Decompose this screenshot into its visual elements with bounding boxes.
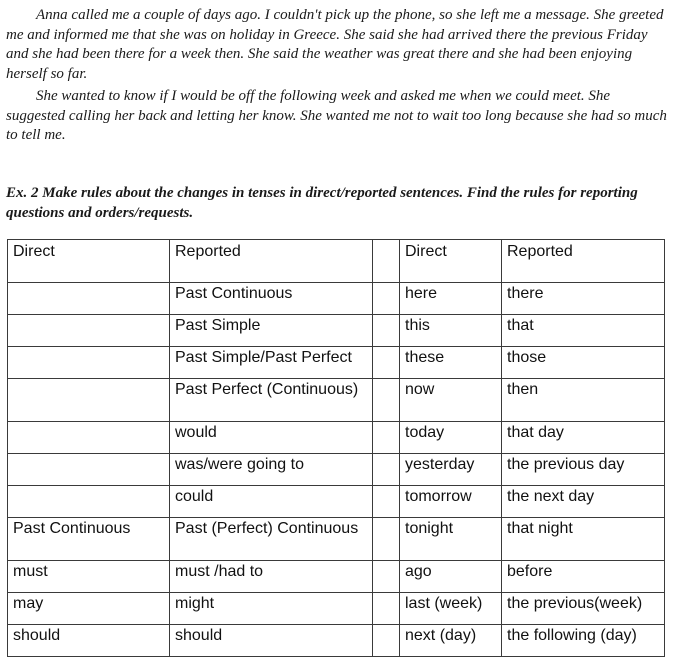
reported-tense-cell: could	[170, 486, 373, 518]
direct-word-cell: next (day)	[400, 625, 502, 657]
direct-tense-cell	[8, 315, 170, 347]
reported-word-cell: the following (day)	[502, 625, 665, 657]
reported-tense-cell: might	[170, 593, 373, 625]
tense-changes-table	[7, 239, 665, 657]
table-header-row	[8, 240, 665, 283]
column-gap	[373, 561, 400, 593]
table-row	[8, 454, 665, 486]
direct-word-cell: now	[400, 379, 502, 422]
direct-word-cell: yesterday	[400, 454, 502, 486]
direct-tense-cell	[8, 486, 170, 518]
column-gap	[373, 486, 400, 518]
direct-word-cell: last (week)	[400, 593, 502, 625]
table-row	[8, 379, 665, 422]
table-row	[8, 422, 665, 454]
table-row	[8, 518, 665, 561]
reported-tense-cell: must /had to	[170, 561, 373, 593]
reported-word-cell: the previous day	[502, 454, 665, 486]
column-gap	[373, 518, 400, 561]
column-gap	[373, 625, 400, 657]
passage-paragraph-2: She wanted to know if I would be off the following week and asked me when we could meet. She suggested calling her back and letting her know. She wanted me not to wait too long because she had so much to tell me.	[6, 88, 667, 143]
table-row	[8, 561, 665, 593]
column-gap	[373, 315, 400, 347]
reported-word-cell: those	[502, 347, 665, 379]
header-direct: Direct	[400, 240, 502, 283]
reported-tense-cell: was/were going to	[170, 454, 373, 486]
table-row	[8, 486, 665, 518]
exercise-instruction: Ex. 2 Make rules about the changes in tenses in direct/reported sentences. Find the rules for reporting questions and orders/requests.	[6, 185, 638, 221]
reported-word-cell: there	[502, 283, 665, 315]
column-gap	[373, 454, 400, 486]
reported-tense-cell: Past Simple/Past Perfect	[170, 347, 373, 379]
table-row	[8, 283, 665, 315]
table-row	[8, 625, 665, 657]
passage-paragraph-1: Anna called me a couple of days ago. I couldn't pick up the phone, so she left me a message. She greeted me and informed me that she was on holiday in Greece. She said she had arrived there the previous Friday and she had been there for a week then. She said the weather was great there and she had been enjoying herself so far.	[6, 7, 664, 82]
reported-word-cell: that	[502, 315, 665, 347]
column-gap	[373, 593, 400, 625]
reported-word-cell: the previous(week)	[502, 593, 665, 625]
direct-word-cell: tomorrow	[400, 486, 502, 518]
reported-word-cell: that day	[502, 422, 665, 454]
reported-tense-cell: Past Continuous	[170, 283, 373, 315]
direct-tense-cell: must	[8, 561, 170, 593]
direct-word-cell: tonight	[400, 518, 502, 561]
direct-tense-cell: may	[8, 593, 170, 625]
direct-word-cell: today	[400, 422, 502, 454]
header-reported: Reported	[502, 240, 665, 283]
direct-tense-cell	[8, 454, 170, 486]
direct-tense-cell	[8, 283, 170, 315]
header-reported: Reported	[170, 240, 373, 283]
direct-tense-cell	[8, 422, 170, 454]
reported-word-cell: that night	[502, 518, 665, 561]
direct-word-cell: this	[400, 315, 502, 347]
column-gap	[373, 347, 400, 379]
table-row	[8, 593, 665, 625]
column-gap	[373, 379, 400, 422]
direct-tense-cell: Past Continuous	[8, 518, 170, 561]
reported-word-cell: the next day	[502, 486, 665, 518]
direct-tense-cell	[8, 347, 170, 379]
reported-word-cell: before	[502, 561, 665, 593]
column-gap	[373, 240, 400, 283]
column-gap	[373, 422, 400, 454]
reported-word-cell: then	[502, 379, 665, 422]
table-row	[8, 315, 665, 347]
reported-tense-cell: Past (Perfect) Continuous	[170, 518, 373, 561]
direct-tense-cell: should	[8, 625, 170, 657]
header-direct: Direct	[8, 240, 170, 283]
direct-word-cell: here	[400, 283, 502, 315]
reported-tense-cell: should	[170, 625, 373, 657]
direct-word-cell: ago	[400, 561, 502, 593]
direct-tense-cell	[8, 379, 170, 422]
reported-tense-cell: Past Simple	[170, 315, 373, 347]
reported-tense-cell: would	[170, 422, 373, 454]
column-gap	[373, 283, 400, 315]
table-row	[8, 347, 665, 379]
direct-word-cell: these	[400, 347, 502, 379]
reported-tense-cell: Past Perfect (Continuous)	[170, 379, 373, 422]
